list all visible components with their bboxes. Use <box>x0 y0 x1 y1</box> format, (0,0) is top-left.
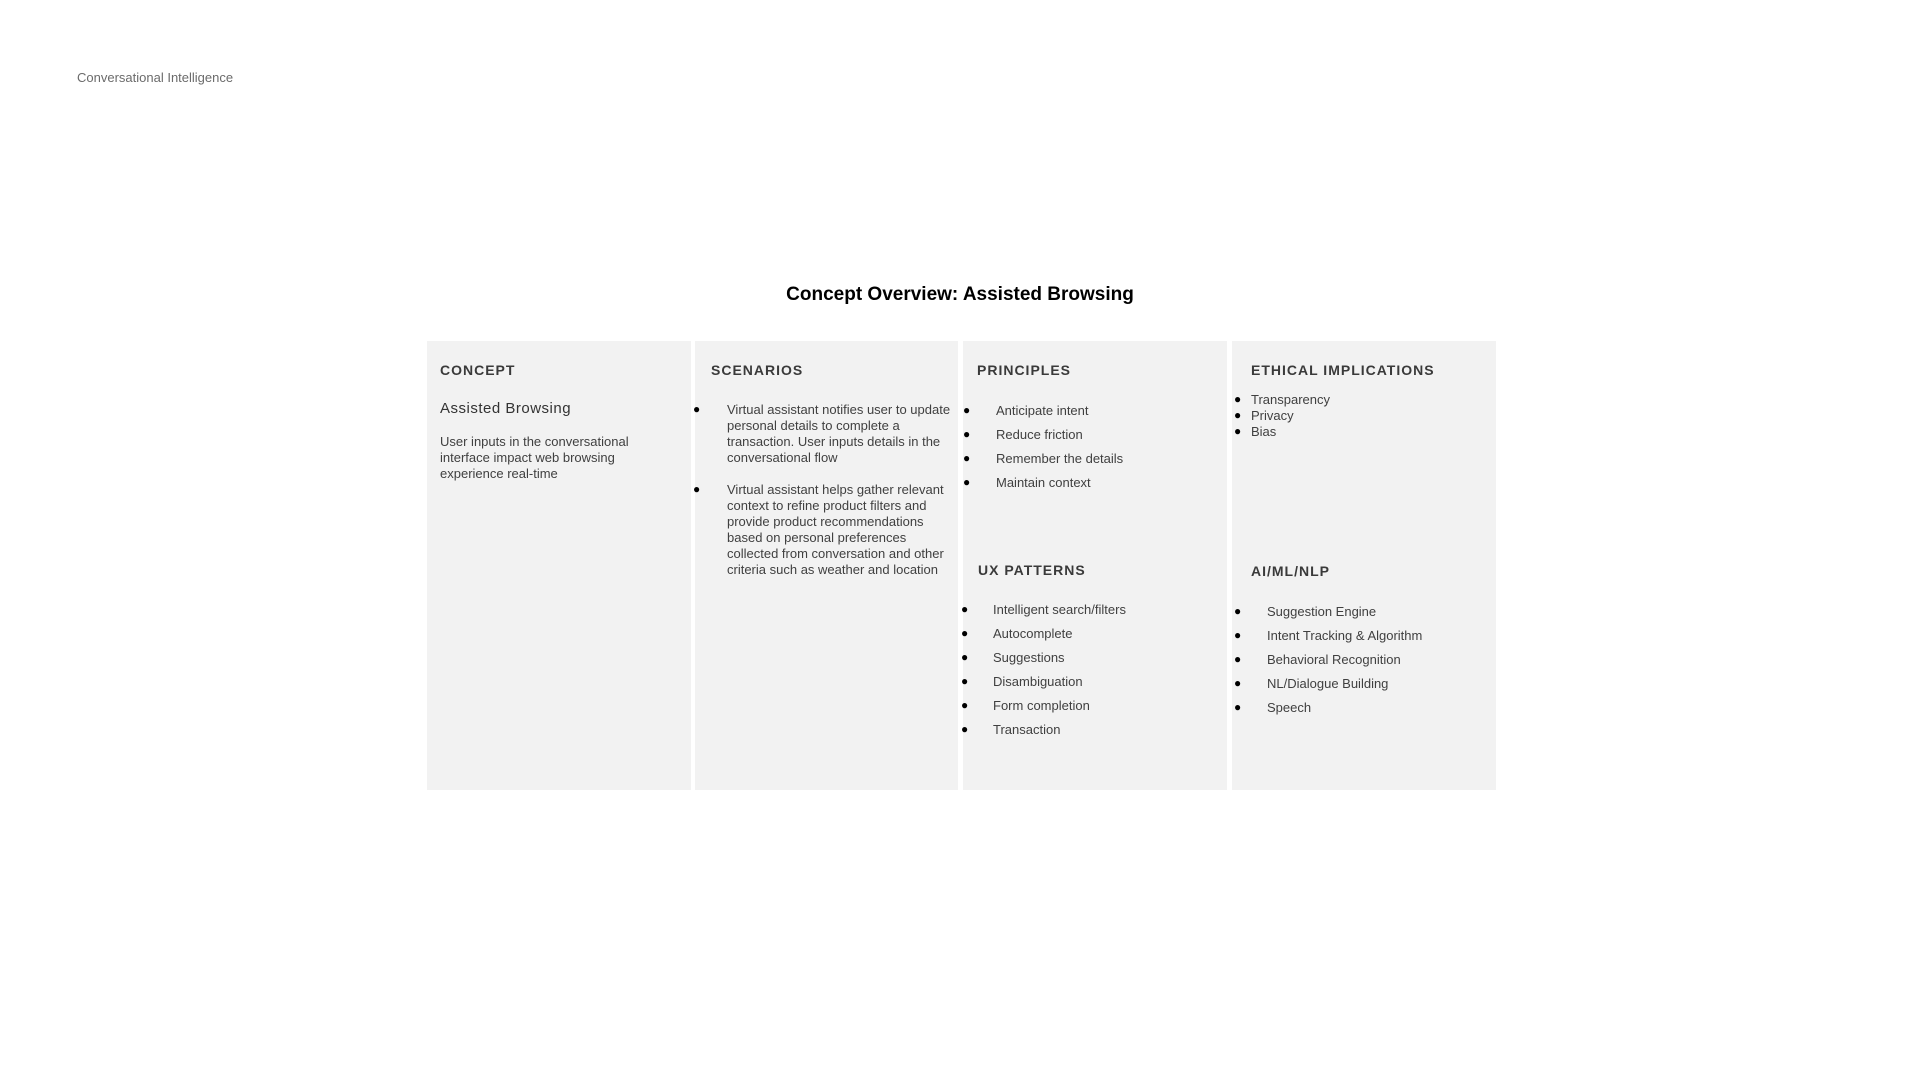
ai-text: Intent Tracking & Algorithm <box>1267 628 1423 643</box>
ai-ml-nlp-heading: AI/ML/NLP <box>1251 563 1330 579</box>
bullet-icon: ● <box>961 602 969 616</box>
ux-patterns-heading: UX PATTERNS <box>978 562 1086 578</box>
scenario-text: Virtual assistant notifies user to update personal details to complete a transaction. User inputs details in the conversational flow <box>727 402 951 465</box>
list-item <box>1232 628 1496 652</box>
bullet-icon: ● <box>1234 392 1242 406</box>
ethical-list <box>1232 392 1496 440</box>
ethical-heading: ETHICAL IMPLICATIONS <box>1251 362 1435 378</box>
list-item <box>1232 604 1496 628</box>
bullet-icon: ● <box>1234 676 1242 690</box>
bullet-icon: ● <box>961 698 969 712</box>
ux-pattern-text: Autocomplete <box>993 626 1073 641</box>
list-item <box>963 602 1227 626</box>
list-item <box>1232 676 1496 700</box>
scenarios-list <box>695 402 958 592</box>
bullet-icon: ● <box>961 626 969 640</box>
concept-description: User inputs in the conversational interface impact web browsing experience real-time <box>440 434 629 481</box>
list-item <box>1232 392 1496 408</box>
principle-text: Anticipate intent <box>996 403 1089 418</box>
ethical-text: Bias <box>1251 424 1277 439</box>
bullet-icon: ● <box>963 427 971 441</box>
bullet-icon: ● <box>1234 408 1242 422</box>
list-item <box>963 698 1227 722</box>
list-item <box>963 403 1227 427</box>
ai-ml-nlp-list <box>1232 604 1496 724</box>
ai-text: Behavioral Recognition <box>1267 652 1401 667</box>
bullet-icon: ● <box>963 475 971 489</box>
list-item <box>1232 408 1496 424</box>
ux-pattern-text: Form completion <box>993 698 1090 713</box>
list-item <box>963 674 1227 698</box>
bullet-icon: ● <box>961 722 969 736</box>
bullet-icon: ● <box>961 674 969 688</box>
ai-text: Speech <box>1267 700 1312 715</box>
ethical-text: Transparency <box>1251 392 1330 407</box>
slide-title: Concept Overview: Assisted Browsing <box>786 284 1134 305</box>
ai-text: NL/Dialogue Building <box>1267 676 1389 691</box>
bullet-icon: ● <box>693 482 701 496</box>
bullet-icon: ● <box>963 451 971 465</box>
scenario-text: Virtual assistant helps gather relevant context to refine product filters and provide product recommendations based on personal preferences collected from conversation and other criteria such as weather and location <box>727 482 944 577</box>
list-item <box>1232 424 1496 440</box>
principle-text: Maintain context <box>996 475 1091 490</box>
list-item <box>963 650 1227 674</box>
list-item <box>1232 700 1496 724</box>
list-item <box>1232 652 1496 676</box>
bullet-icon: ● <box>1234 424 1242 438</box>
ux-pattern-text: Suggestions <box>993 650 1065 665</box>
concept-heading: CONCEPT <box>440 362 516 378</box>
bullet-icon: ● <box>693 402 701 416</box>
list-item <box>963 626 1227 650</box>
ethics-panel <box>1232 341 1496 790</box>
bullet-icon: ● <box>1234 652 1242 666</box>
principle-text: Remember the details <box>996 451 1124 466</box>
list-item <box>963 475 1227 499</box>
ethical-text: Privacy <box>1251 408 1294 423</box>
header-label: Conversational Intelligence <box>77 70 234 85</box>
bullet-icon: ● <box>961 650 969 664</box>
scenarios-heading: SCENARIOS <box>711 362 804 378</box>
ux-pattern-text: Transaction <box>993 722 1061 737</box>
ux-pattern-text: Intelligent search/filters <box>993 602 1126 617</box>
principles-heading: PRINCIPLES <box>977 362 1072 378</box>
bullet-icon: ● <box>963 403 971 417</box>
concept-panel <box>427 341 691 790</box>
list-item <box>963 451 1227 475</box>
list-item <box>695 482 958 592</box>
list-item <box>695 402 958 482</box>
principles-panel <box>963 341 1227 790</box>
list-item <box>963 722 1227 746</box>
bullet-icon: ● <box>1234 700 1242 714</box>
ai-text: Suggestion Engine <box>1267 604 1377 619</box>
ux-pattern-text: Disambiguation <box>993 674 1083 689</box>
concept-name: Assisted Browsing <box>440 400 572 417</box>
list-item <box>963 427 1227 451</box>
bullet-icon: ● <box>1234 628 1242 642</box>
ux-patterns-list <box>963 602 1227 746</box>
principle-text: Reduce friction <box>996 427 1083 442</box>
scenarios-panel <box>695 341 958 790</box>
bullet-icon: ● <box>1234 604 1242 618</box>
principles-list <box>963 403 1227 499</box>
